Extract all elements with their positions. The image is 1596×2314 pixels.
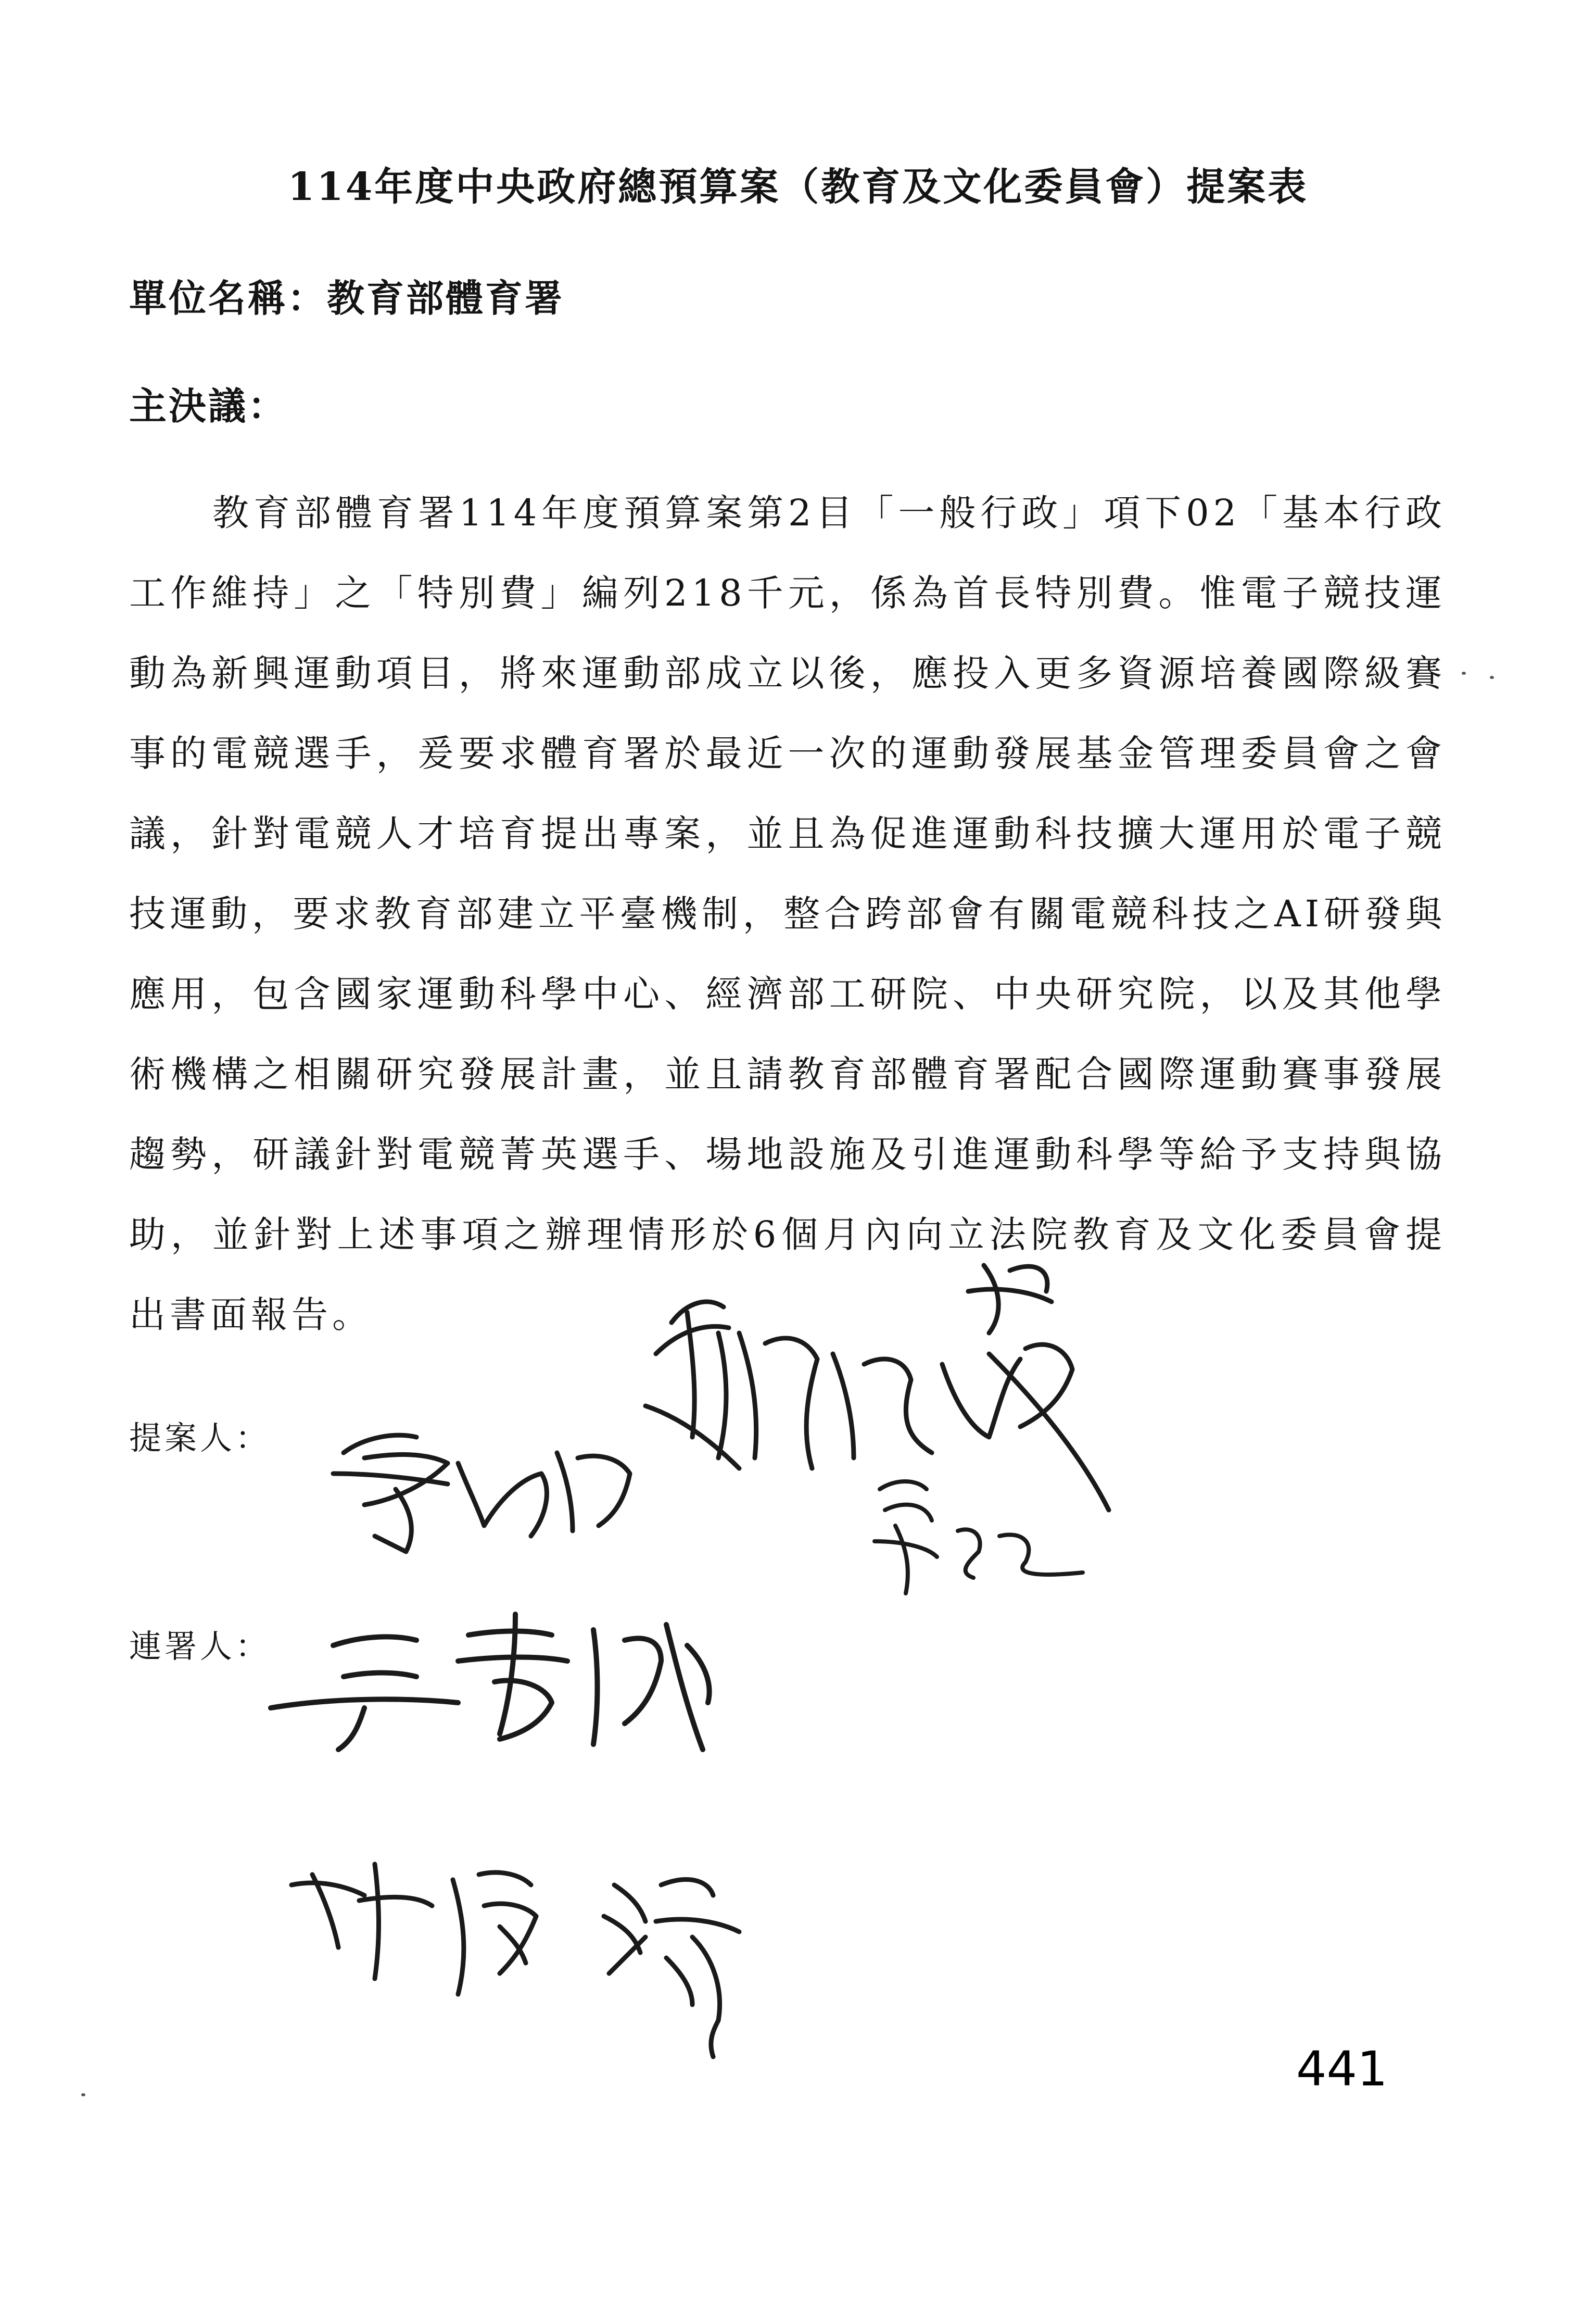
proposer-label: 提案人：: [129, 1419, 271, 1457]
proposer-signature-3: [875, 1481, 1083, 1593]
scan-speck: [1490, 676, 1494, 679]
unit-name: 單位名稱：教育部體育署: [129, 276, 565, 320]
resolution-body: 教育部體育署114年度預算案第2目「一般行政」項下02「基本行政工作維持」之「特別費」編列218千元，係為首長特別費。惟電子競技運動為新興運動項目，將來運動部成立以後，應投入更多資源培養國際級賽事的電競選手，爰要求體育署於最近一次的運動發展基金管理委員會之會議，針對電競人才培育提出專案，並且為促進運動科技擴大運用於電子競技運動，要求教育部建立平臺機制，整合跨部會有關電競科技之AI研發與應用，包含國家運動科學中心、經濟部工研院、中央研究院，以及其他學術機構之相關研究發展計畫，並且請教育部體育署配合國際運動賽事發展趨勢，研議針對電競菁英選手、場地設施及引進運動科學等給予支持與協助，並針對上述事項之辦理情形於6個月內向立法院教育及文化委員會提出書面報告。: [129, 492, 1446, 1336]
scan-speck: [81, 2093, 85, 2096]
proposer-signature-1: [333, 1435, 630, 1552]
page-number: 441: [1296, 2041, 1388, 2097]
cosigner-signature-1: [271, 1614, 710, 1750]
proposer-signature-2: [645, 1265, 1109, 1510]
main-resolution-heading: 主決議：: [129, 384, 288, 428]
cosigner-signature-2: [292, 1864, 739, 2057]
document-title: 114年度中央政府總預算案（教育及文化委員會）提案表: [287, 165, 1309, 209]
scan-speck: [1462, 672, 1466, 675]
cosigner-label: 連署人：: [129, 1627, 271, 1665]
